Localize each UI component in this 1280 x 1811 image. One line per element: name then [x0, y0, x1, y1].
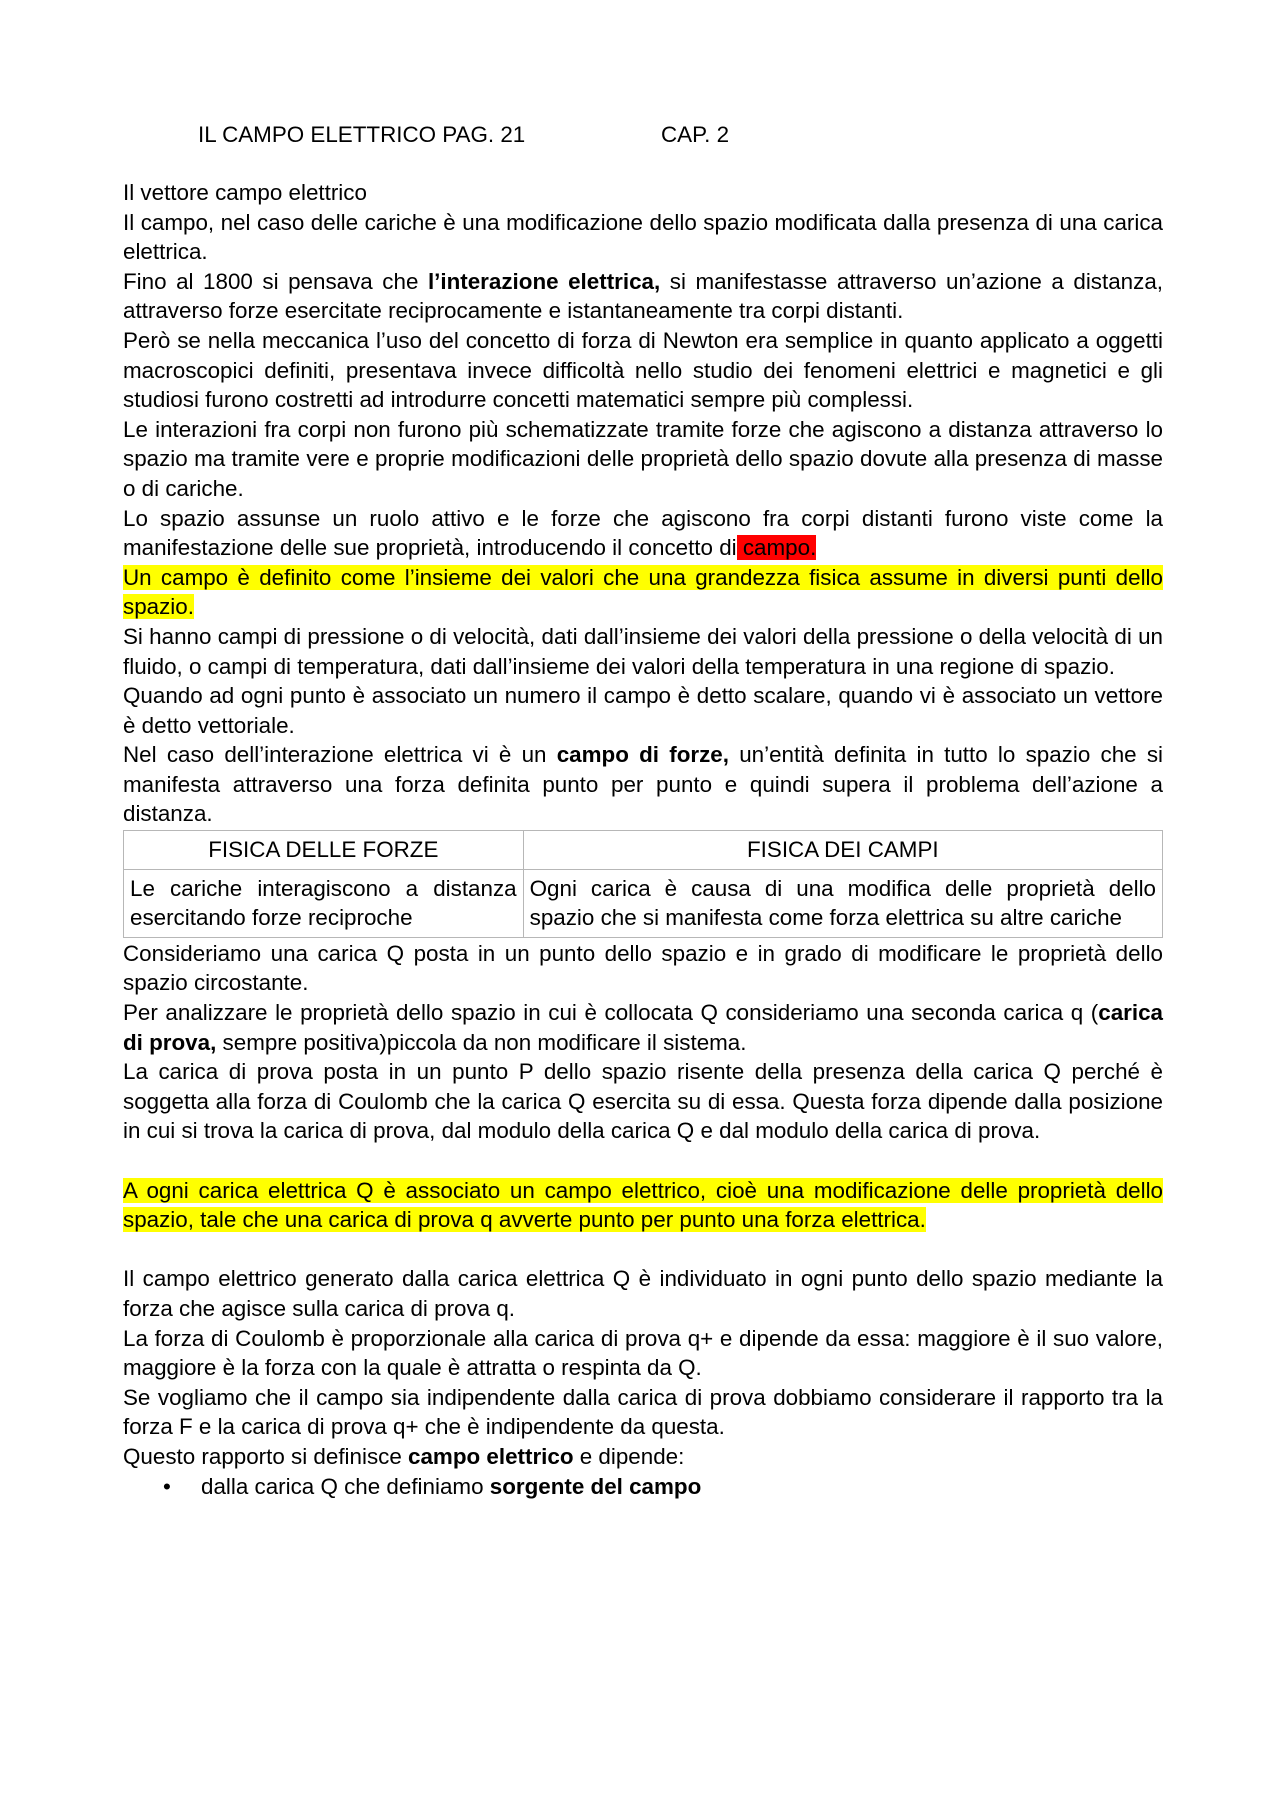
table-cell: Le cariche interagiscono a distanza esercitando forze reciproche: [124, 869, 524, 937]
bold-term: l’interazione elettrica,: [427, 268, 661, 294]
paragraph: [123, 267, 1163, 326]
text-run: dalla carica Q che definiamo: [201, 1473, 490, 1499]
paragraph: Il campo elettrico generato dalla carica elettrica Q è individuato in ogni punto dello spazio mediante la forza che agisce sulla carica di prova q.: [123, 1266, 1163, 1321]
text-run: un’entità definita in tutto lo spazio che si manifesta attraverso una forza definita punto per punto e quindi supera il problema dell’azione a distanza.: [123, 742, 1163, 827]
yellow-highlight: Un campo è definito come l’insieme dei valori che una grandezza fisica assume in diversi punti dello spazio.: [123, 564, 1163, 620]
document-title: IL CAMPO ELETTRICO PAG. 21: [198, 122, 526, 147]
paragraph: La forza di Coulomb è proporzionale alla carica di prova q+ e dipende da essa: maggiore è il suo valore, maggiore è la forza con la quale è attratta o respinta da Q.: [123, 1325, 1163, 1381]
text-run: Per analizzare le proprietà dello spazio in cui è collocata Q consideriamo una seconda carica q (: [123, 1000, 1099, 1026]
section-title: Il vettore campo elettrico: [123, 180, 367, 205]
bold-term: campo elettrico: [408, 1443, 574, 1469]
table-header-cell: FISICA DELLE FORZE: [124, 831, 524, 870]
bullet-list: [123, 1472, 1163, 1502]
chapter-label: CAP. 2: [661, 122, 730, 147]
text-run: sempre positiva)piccola da non modificare il sistema.: [216, 1029, 747, 1055]
paragraph: Se vogliamo che il campo sia indipendente dalla carica di prova dobbiamo considerare il rapporto tra la forza F e la carica di prova q+ che è indipendente da questa.: [123, 1384, 1163, 1440]
highlighted-definition: [123, 1176, 1163, 1235]
blank-line: [123, 1235, 1163, 1265]
highlighted-definition: [123, 563, 1163, 622]
bullet-icon: •: [163, 1473, 171, 1499]
list-item: [123, 1472, 1163, 1502]
yellow-highlight: A ogni carica elettrica Q è associato un campo elettrico, cioè una modificazione delle proprietà dello spazio, tale che una carica di prova q avverte punto per punto una forza elettrica.: [123, 1177, 1163, 1233]
paragraph: [123, 504, 1163, 563]
comparison-table: [123, 830, 1163, 938]
document-page: [123, 120, 1163, 1501]
red-highlight: campo.: [736, 535, 817, 561]
bold-term: campo di forze,: [556, 742, 729, 768]
paragraph: Però se nella meccanica l’uso del concetto di forza di Newton era semplice in quanto applicato a oggetti macroscopici definiti, presentava invece difficoltà nello studio dei fenomeni elettrici e magnetici e gli studiosi furono costretti ad introdurre concetti matematici sempre più complessi.: [123, 327, 1163, 413]
paragraph: Le interazioni fra corpi non furono più schematizzate tramite forze che agiscono a distanza attraverso lo spazio ma tramite vere e proprie modificazioni delle proprietà dello spazio dovute alla presenza di masse o di cariche.: [123, 416, 1163, 501]
text-run: Questo rapporto si definisce: [123, 1443, 409, 1469]
bold-term: sorgente del campo: [489, 1473, 702, 1499]
table-row: [124, 869, 1163, 937]
text-run: Nel caso dell’interazione elettrica vi è un: [123, 742, 557, 768]
paragraph: Si hanno campi di pressione o di velocità, dati dall’insieme dei valori della pressione o della velocità di un fluido, o campi di temperatura, dati dall’insieme dei valori della temperatura in una regione di spazio.: [123, 623, 1163, 679]
table-cell: Ogni carica è causa di una modifica delle proprietà dello spazio che si manifesta come forza elettrica su altre cariche: [523, 869, 1162, 937]
paragraph: La carica di prova posta in un punto P dello spazio risente della presenza della carica Q perché è soggetta alla forza di Coulomb che la carica Q esercita su di essa. Questa forza dipende dalla posizione in cui si trova la carica di prova, dal modulo della carica Q e dal modulo della carica di prova.: [123, 1059, 1163, 1144]
blank-line: [123, 1146, 1163, 1176]
document-body: [123, 178, 1163, 1501]
paragraph: Consideriamo una carica Q posta in un punto dello spazio e in grado di modificare le proprietà dello spazio circostante.: [123, 940, 1163, 996]
text-run: e dipende:: [573, 1443, 685, 1469]
paragraph: [123, 998, 1163, 1057]
text-run: Lo spazio assunse un ruolo attivo e le forze che agiscono fra corpi distanti furono viste come la manifestazione delle sue proprietà, introducendo il concetto di: [123, 505, 1163, 561]
page-header: [123, 120, 1163, 160]
text-run: Fino al 1800 si pensava che: [123, 268, 428, 294]
table-header-cell: FISICA DEI CAMPI: [523, 831, 1162, 870]
paragraph: Il campo, nel caso delle cariche è una modificazione dello spazio modificata dalla presenza di una carica elettrica.: [123, 209, 1163, 265]
text-run: si manifestasse attraverso un’azione a distanza, attraverso forze esercitate reciprocamente e istantaneamente tra corpi distanti.: [123, 268, 1163, 324]
paragraph: Quando ad ogni punto è associato un numero il campo è detto scalare, quando vi è associato un vettore è detto vettoriale.: [123, 683, 1163, 738]
table-header-row: [124, 831, 1163, 870]
paragraph: [123, 740, 1163, 829]
bold-term: carica di prova,: [123, 1000, 1163, 1055]
paragraph: [123, 1442, 1163, 1472]
